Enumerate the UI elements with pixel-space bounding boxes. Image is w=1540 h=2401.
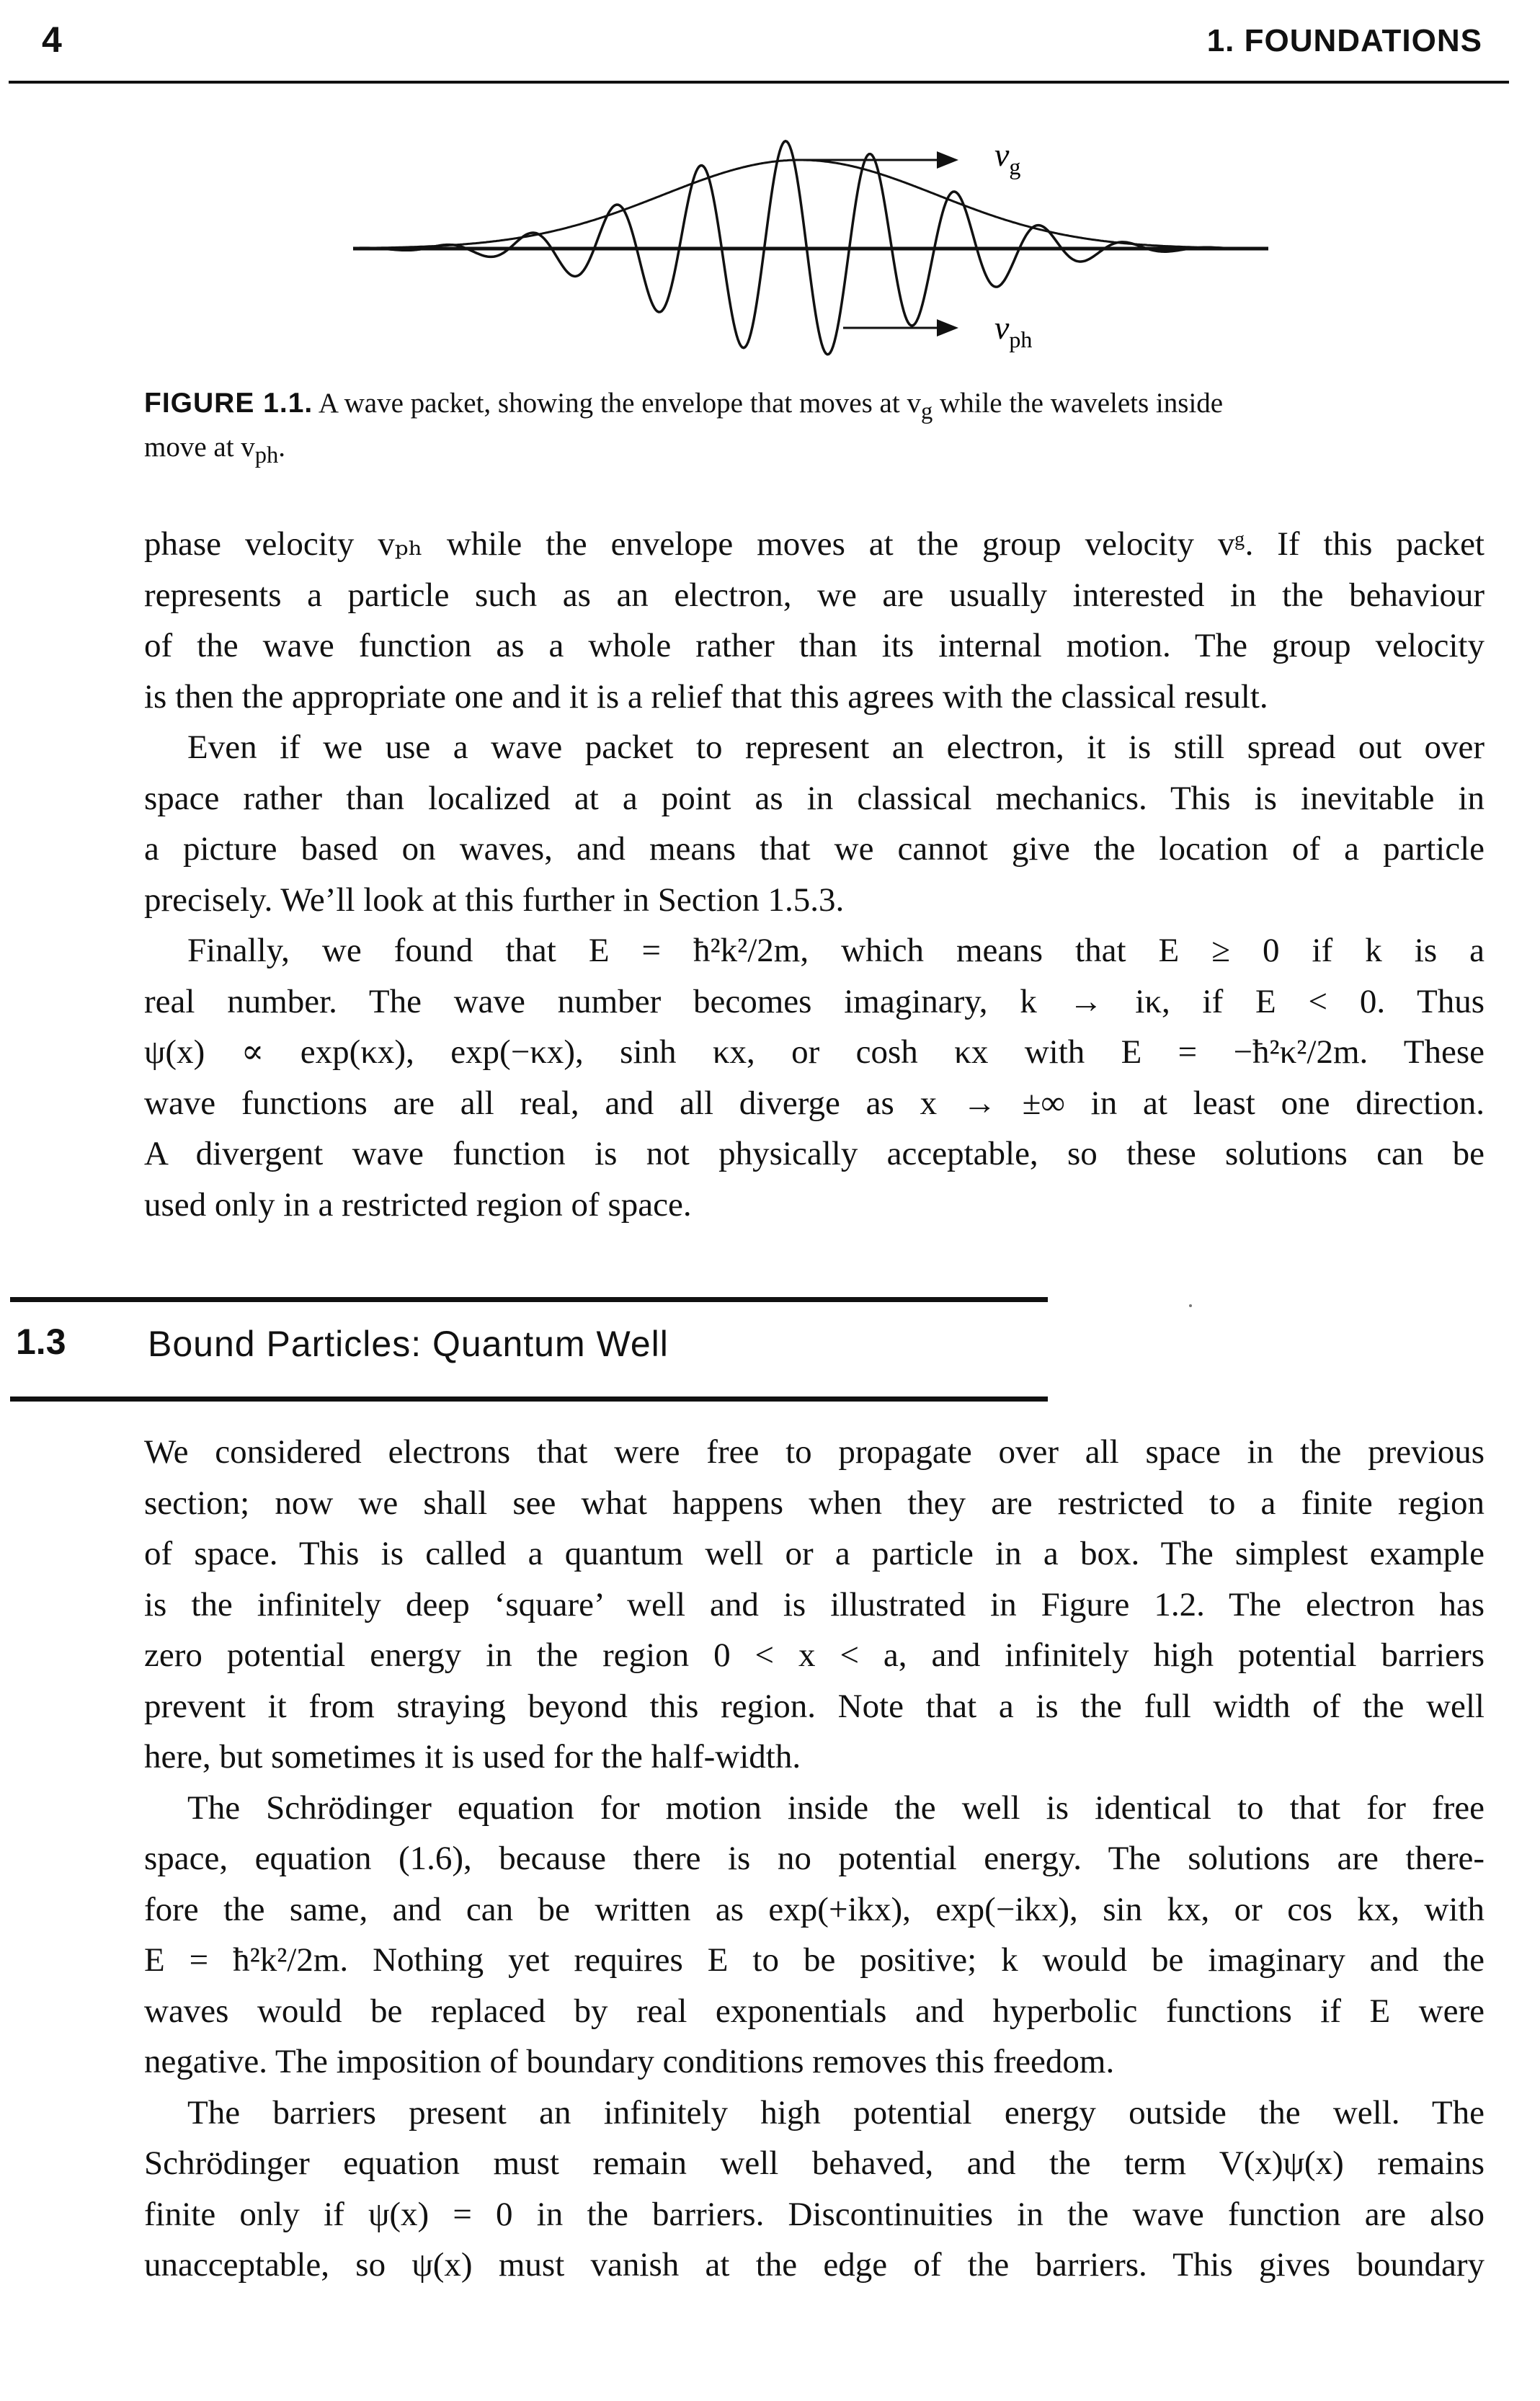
phase-velocity-arrowhead xyxy=(937,319,958,337)
caption-label: FIGURE 1.1. xyxy=(144,388,313,419)
text-line: ψ(x) ∝ exp(κx), exp(−κx), sinh κx, or cosh κx with E = −ħ²κ²/2m. These xyxy=(144,1033,1485,1071)
text-line: unacceptable, so ψ(x) must vanish at the edge of the barriers. This gives boundary xyxy=(144,2246,1485,2284)
paragraph-quantum-well xyxy=(144,1427,1485,1783)
text-line: E = ħ²k²/2m. Nothing yet requires E to be positive; k would be imaginary and the xyxy=(144,1941,1485,1979)
text-line: space rather than localized at a point as in classical mechanics. This is inevitable in xyxy=(144,779,1485,817)
text-line: wave functions are all real, and all diverge as x → ±∞ in at least one direction. xyxy=(144,1084,1485,1122)
running-title: 1. FOUNDATIONS xyxy=(1206,23,1482,58)
paragraph-phase-velocity xyxy=(144,519,1485,722)
wave-packet-diagram xyxy=(346,122,1283,382)
running-header xyxy=(0,0,1540,86)
text-line: Schrödinger equation must remain well behaved, and the term V(x)ψ(x) remains xyxy=(144,2144,1485,2182)
header-rule xyxy=(9,81,1509,84)
text-line: The Schrödinger equation for motion inside the well is identical to that for free xyxy=(187,1788,1485,1827)
section-title: Bound Particles: Quantum Well xyxy=(148,1324,669,1364)
text-line: a picture based on waves, and means that we cannot give the location of a particle xyxy=(144,830,1485,868)
body-text-top xyxy=(144,519,1485,1230)
group-velocity-arrowhead xyxy=(937,151,958,169)
page-number: 4 xyxy=(42,19,62,60)
caption-text: A wave packet, showing the envelope that moves at $v_g$ while the wavelets inside xyxy=(318,388,1224,424)
paragraph-finally xyxy=(144,925,1485,976)
text-line: real number. The wave number becomes imaginary, k → iκ, if E < 0. Thus xyxy=(144,982,1485,1020)
text-line: here, but sometimes it is used for the half-width. xyxy=(144,1738,801,1776)
text-line: waves would be replaced by real exponentials and hyperbolic functions if E were xyxy=(144,1992,1485,2030)
section-rule-bottom xyxy=(10,1396,1048,1402)
text-line: Even if we use a wave packet to represent an electron, it is still spread out over xyxy=(187,729,1485,766)
label-vg: $v_g$ xyxy=(994,136,1021,179)
paragraph-barriers xyxy=(144,2088,1485,2139)
text-line: represents a particle such as an electron, we are usually interested in the behaviour xyxy=(144,576,1485,614)
paragraph-finally-cont xyxy=(144,976,1485,1231)
figure-wave-packet xyxy=(346,122,1283,382)
text-line: The barriers present an infinitely high potential energy outside the well. The xyxy=(187,2093,1485,2132)
text-line: Finally, we found that E = ħ²k²/2m, which means that E ≥ 0 if k is a xyxy=(187,932,1485,969)
section-rule-top xyxy=(10,1297,1048,1302)
paragraph-barriers-cont xyxy=(144,2138,1485,2291)
envelope-curve xyxy=(353,160,1268,249)
text-line: is the infinitely deep ‘square’ well and is illustrated in Figure 1.2. The electron has xyxy=(144,1585,1485,1623)
paragraph-spread-out xyxy=(144,722,1485,773)
caption-text-line2: move at $v_{ph}$. xyxy=(144,431,286,468)
text-line: fore the same, and can be written as exp(+ikx), exp(−ikx), sin kx, or cos kx, with xyxy=(144,1890,1485,1928)
text-line: finite only if ψ(x) = 0 in the barriers. Discontinuities in the wave function are also xyxy=(144,2195,1485,2233)
body-text-bottom xyxy=(144,1427,1485,2291)
section-number: 1.3 xyxy=(16,1322,66,1362)
text-line: negative. The imposition of boundary conditions removes this freedom. xyxy=(144,2043,1115,2080)
text-line: phase velocity vₚₕ while the envelope moves at the group velocity vᵍ. If this packet xyxy=(144,525,1485,563)
text-line: of the wave function as a whole rather than its internal motion. The group velocity xyxy=(144,627,1485,664)
text-line: prevent it from straying beyond this region. Note that a is the full width of the well xyxy=(144,1687,1485,1725)
text-line: precisely. We’ll look at this further in Section 1.5.3. xyxy=(144,881,845,919)
paragraph-schrodinger-cont xyxy=(144,1833,1485,2088)
text-line: A divergent wave function is not physically acceptable, so these solutions can be xyxy=(144,1135,1485,1172)
text-line: space, equation (1.6), because there is no potential energy. The solutions are there- xyxy=(144,1840,1485,1877)
text-line: We considered electrons that were free to propagate over all space in the previous xyxy=(144,1433,1485,1471)
text-line: is then the appropriate one and it is a relief that this agrees with the classical result. xyxy=(144,677,1268,716)
text-line: used only in a restricted region of space. xyxy=(144,1185,692,1224)
paragraph-schrodinger xyxy=(144,1783,1485,1834)
paragraph-spread-out-cont xyxy=(144,773,1485,926)
text-line: of space. This is called a quantum well or a particle in a box. The simplest example xyxy=(144,1535,1485,1572)
scan-speck xyxy=(1189,1304,1192,1307)
label-vph: $v_{ph}$ xyxy=(994,309,1033,352)
text-line: zero potential energy in the region 0 < x < a, and infinitely high potential barriers xyxy=(144,1636,1485,1674)
section-heading xyxy=(0,1290,1045,1405)
figure-caption xyxy=(144,386,1485,473)
text-line: section; now we shall see what happens when they are restricted to a finite region xyxy=(144,1484,1485,1522)
